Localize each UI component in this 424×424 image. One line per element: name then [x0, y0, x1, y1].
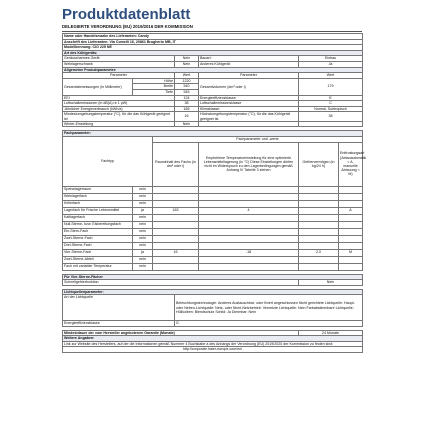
compartment-row [63, 256, 363, 263]
compartment-present: nein [133, 235, 153, 242]
compartment-volume [153, 235, 199, 242]
compartment-name: Kellerfach [63, 200, 133, 207]
section-header-further: Weitere Angaben: [63, 336, 363, 342]
supplier-row: Anschrift des Lieferanten: Via Comelli 16, 20861 Brugherio MB, IT [63, 39, 363, 45]
compartment-name: Zwei-Sterne-Fach [63, 235, 133, 242]
compartment-freeze [299, 256, 339, 263]
warranty-row: Mindestdauer der vom Hersteller angebotenen Garantie (Monate) 24 Monate [63, 330, 363, 336]
supplier-row: Name oder Handelsmarke des Lieferanten: Candy [63, 34, 363, 40]
compartment-volume [153, 256, 199, 263]
compartment-present: nein [133, 214, 153, 221]
compartment-present: ja [133, 249, 153, 256]
compartment-name: Lagerfach für Frische Lebensmittel [63, 207, 133, 214]
compartment-freeze [299, 263, 339, 270]
supplier-row: Modellkennung: CIO 225 NE [63, 45, 363, 51]
dimension-row: Tiefe 545 [63, 89, 363, 95]
compartment-present: nein [133, 186, 153, 193]
compartment-row [63, 263, 363, 270]
compartment-present: nein [133, 228, 153, 235]
table-row: EEI 124 Energieeffizienzklasse E [63, 95, 363, 101]
compartment-present: nein [133, 200, 153, 207]
table-row: Geräuscharmes Gerät Nein Bauart: Einbau [63, 56, 363, 62]
compartment-defrost [339, 235, 363, 242]
compartment-temp: 4 [199, 207, 299, 214]
dimension-row: Breite 540 [63, 84, 363, 90]
table-row: Art der Lichtquelle Beleuchtungstechnologie: Anderes Austauschbar: oder fixiert angeschlossen Nicht gerichtete Lichtquelle: Haupt- oder Neben-Lichtquelle: Netz- oder Nicht-Netzbetrieb: Vernetzte Lichtquelle: Nein Farbabstimmbare Lichtquelle: Hüllkolben: Blendschutz Schild: Ja Dimmbar: Nein [63, 295, 363, 321]
compartment-present: ja [133, 207, 153, 214]
table-row: Link zur Website des Herstellers, auf der die Informationen gemäß Nummer 4 Buchstabe a des Anhangs der Verordnung (EU) 2019/2020 der Kommission zu finden sind: [63, 342, 363, 347]
compartment-temp [199, 256, 299, 263]
compartment-volume: 16 [153, 249, 199, 256]
compartment-volume [153, 228, 199, 235]
compartment-freeze [299, 228, 339, 235]
table-header-row: Parameter Wert Parameter Wert [63, 73, 363, 79]
compartment-volume [153, 200, 199, 207]
compartment-volume [153, 242, 199, 249]
compartment-temp: -18 [199, 249, 299, 256]
compartment-defrost: M [339, 249, 363, 256]
compartment-row [63, 214, 363, 221]
compartment-present: nein [133, 221, 153, 228]
compartment-defrost [339, 263, 363, 270]
compartment-row [63, 193, 363, 200]
compartment-freeze [299, 186, 339, 193]
table-row: Winter-Einstellung Nein [63, 121, 363, 127]
section-header-device-type: Art des Kühlgeräts: [63, 50, 363, 56]
compartment-temp [199, 235, 299, 242]
compartment-defrost [339, 214, 363, 221]
compartment-present: nein [133, 256, 153, 263]
table-row: Weinlagerschrank Nein Anderes Kühlgerät: Ja [63, 61, 363, 67]
compartment-name: Ein-Stern-Fach [63, 228, 133, 235]
compartment-freeze [299, 242, 339, 249]
compartment-volume [153, 221, 199, 228]
compartment-defrost [339, 256, 363, 263]
compartment-defrost: A [339, 207, 363, 214]
compartment-volume: 163 [153, 207, 199, 214]
compartment-present: nein [133, 242, 153, 249]
compartment-present: nein [133, 193, 153, 200]
table-header-row: Rauminhalt des Fachs (in dm³ oder l) Empfohlene Temperatureinstellung für eine optimierte Lebensmittellagerung (in °C) Diese Einstellungen dürfen nicht im Widerspruch zu den Lagerbedingungen gemäß Anhang IV Tabelle 3 stehen Gefriervermögen (in kg/24 h) Entfrostungsart (Abtauautomatik = A, manuelle Abtauung = M) [63, 142, 363, 186]
compartment-freeze [299, 235, 339, 242]
table-row: Jährlicher Energieverbrauch (kWh/a) 165 Klimaklasse: Normal, Subtropisch [63, 106, 363, 112]
section-header-compartments: Fachparameter: [63, 131, 363, 137]
compartment-name: Kaltlagerfach [63, 214, 133, 221]
compartment-rows [63, 186, 363, 270]
compartment-temp [199, 221, 299, 228]
table-row: Luftschallemissionen (in dB(A) re 1 pW) 38 Luftschallemissionsklasse C [63, 101, 363, 107]
compartment-volume [153, 263, 199, 270]
compartment-freeze [299, 193, 339, 200]
compartment-row [63, 242, 363, 249]
table-row: Schnellgefrierfunktion Nein [63, 280, 363, 286]
regulation-subtitle: DELEGIERTE VERORDNUNG (EU) 2019/2016 DER KOMMISSION [62, 24, 362, 32]
compartment-defrost [339, 221, 363, 228]
section-header-light: Lichtquellenparameter: [63, 289, 363, 295]
compartment-volume [153, 193, 199, 200]
compartment-row [63, 235, 363, 242]
table-row [63, 347, 363, 353]
section-header-general: Allgemeine Produktparameter: [63, 67, 363, 73]
compartment-defrost [339, 186, 363, 193]
compartment-name: Speiselagerraum [63, 186, 133, 193]
compartment-row [63, 221, 363, 228]
compartment-defrost [339, 200, 363, 207]
compartment-freeze [299, 200, 339, 207]
compartment-name: Fach mit variabler Temperatur [63, 263, 133, 270]
compartment-row [63, 228, 363, 235]
compartment-row [63, 207, 363, 214]
compartment-name: Vier-Sterne-Fach [63, 249, 133, 256]
compartment-volume [153, 186, 199, 193]
compartment-temp [199, 228, 299, 235]
compartment-freeze [299, 214, 339, 221]
table-row: Energieeffizienzklasse G [63, 321, 363, 327]
compartment-freeze [299, 221, 339, 228]
manufacturer-link[interactable]: http://corporate.haier-europe.com/en/ [63, 347, 363, 353]
compartment-row [63, 249, 363, 256]
table-row: Mindestumgebungstemperatur (°C), für die das Kühlgerät geeignet ist 16 Höchstumgebungstemperatur (°C), für die das Kühlgerät geeignet ist 38 [63, 112, 363, 121]
compartment-name: Zwei-Sterne-Abteil [63, 256, 133, 263]
compartment-temp [199, 193, 299, 200]
compartment-defrost [339, 193, 363, 200]
compartment-temp [199, 186, 299, 193]
compartment-temp [199, 200, 299, 207]
compartment-freeze: 2,0 [299, 249, 339, 256]
datasheet-table [62, 33, 367, 353]
product-data-sheet [62, 6, 367, 418]
compartment-name: Drei-Sterne-Fach [63, 242, 133, 249]
compartment-temp [199, 214, 299, 221]
compartment-temp [199, 263, 299, 270]
compartment-name: Null-Sterne- bzw. Eisbereitungsfach [63, 221, 133, 228]
compartment-freeze [299, 207, 339, 214]
compartment-present: nein [133, 263, 153, 270]
compartment-temp [199, 242, 299, 249]
page-title: Produktdatenblatt [62, 6, 191, 23]
compartment-name: Weinlagerfach [63, 193, 133, 200]
compartment-defrost [339, 242, 363, 249]
compartment-defrost [339, 228, 363, 235]
compartment-volume [153, 214, 199, 221]
compartment-row [63, 186, 363, 193]
dimension-row: Gesamtabmessungen (in Millimeter) Höhe 1220 Gesamtvolumen (dm³ oder l) 179 [63, 78, 363, 84]
table-header-row: Fachtyp Fachparameter und -werte [63, 136, 363, 142]
section-header-four-star: Für Vier-Sterne-Fächer [63, 274, 363, 280]
compartment-row [63, 200, 363, 207]
